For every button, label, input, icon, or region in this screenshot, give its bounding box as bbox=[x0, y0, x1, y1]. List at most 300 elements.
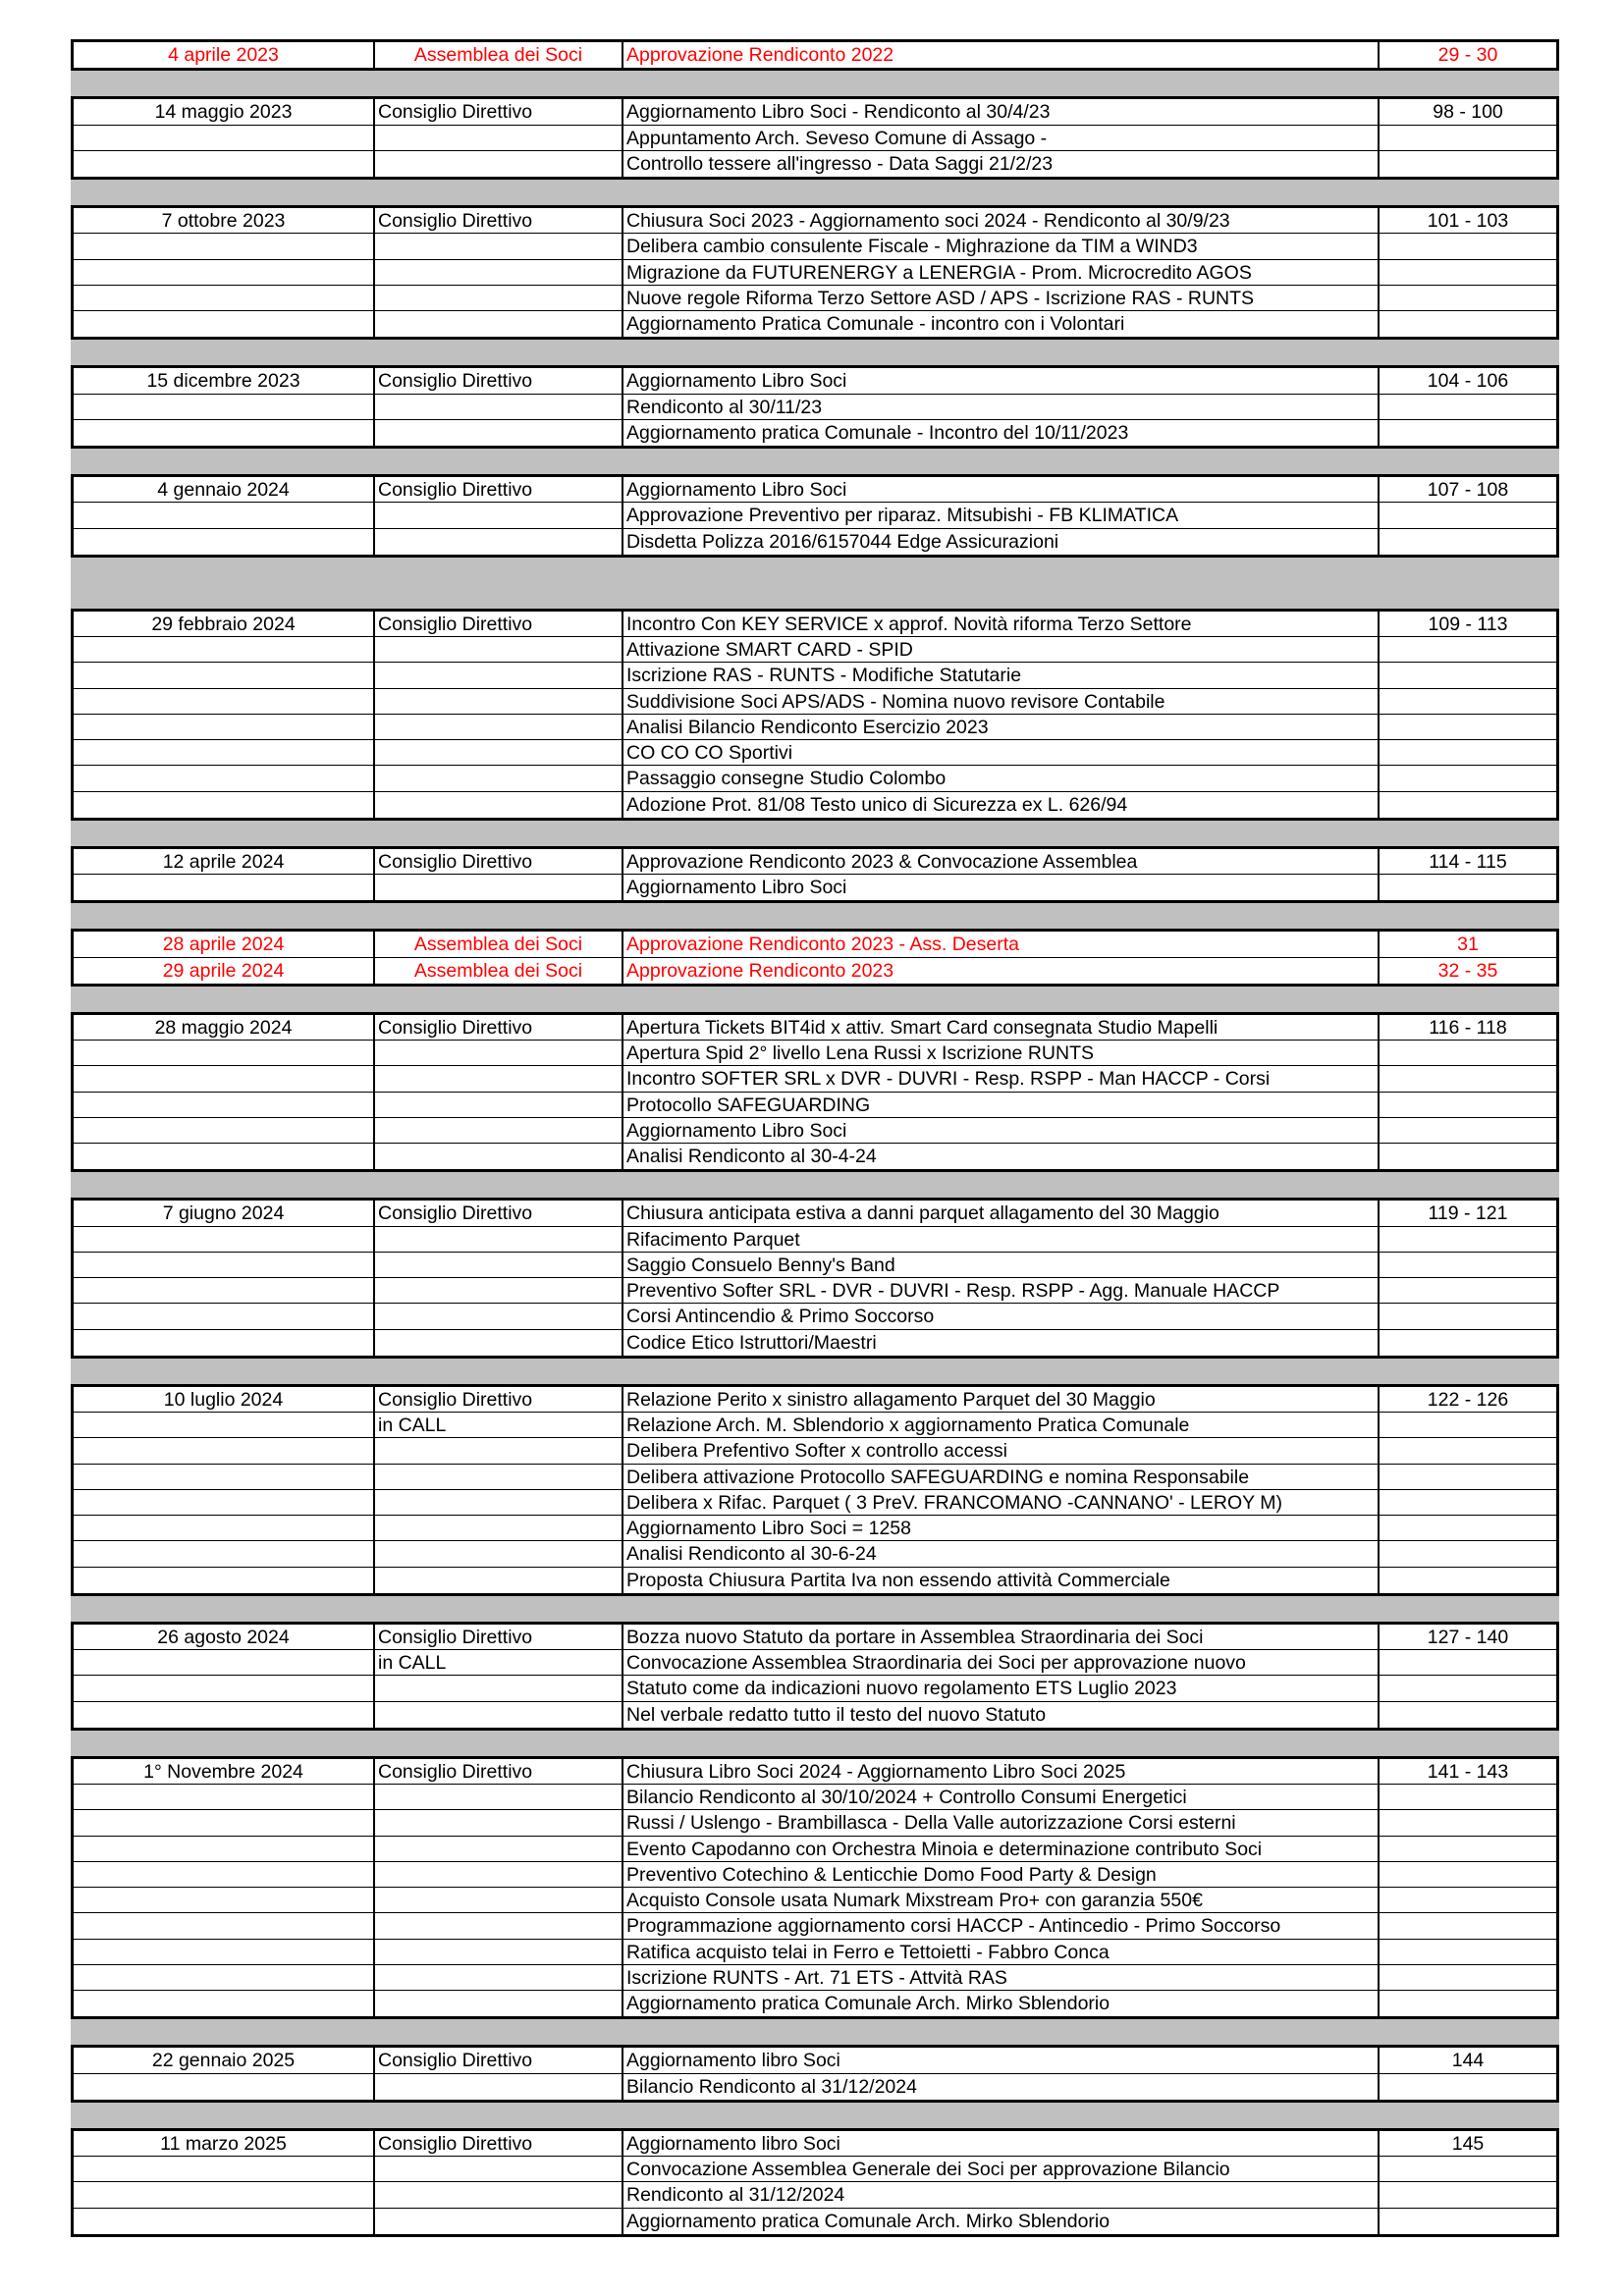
table-row bbox=[74, 1227, 1556, 1253]
date-cell bbox=[74, 715, 375, 739]
topic-cell: Apertura Tickets BIT4id x attiv. Smart Card consegnata Studio Mapelli bbox=[623, 1015, 1380, 1040]
date-cell bbox=[74, 2074, 375, 2100]
topic-cell: Aggiornamento pratica Comunale Arch. Mirko Sblendorio bbox=[623, 2209, 1380, 2234]
meeting-group bbox=[71, 929, 1559, 987]
body-cell: Consiglio Direttivo bbox=[375, 1625, 623, 1649]
date-cell: 1° Novembre 2024 bbox=[74, 1759, 375, 1784]
date-cell: 22 gennaio 2025 bbox=[74, 2048, 375, 2072]
date-cell: 28 aprile 2024 bbox=[74, 932, 375, 956]
topic-cell: Preventivo Cotechino & Lenticchie Domo Food Party & Design bbox=[623, 1862, 1380, 1887]
pages-cell bbox=[1380, 1568, 1556, 1593]
table-row bbox=[74, 1759, 1556, 1785]
pages-cell: 101 - 103 bbox=[1427, 210, 1509, 232]
date-cell bbox=[74, 1438, 375, 1463]
topic-cell: Rendiconto al 31/12/2024 bbox=[623, 2182, 1380, 2207]
pages-cell bbox=[1380, 126, 1556, 150]
pages-cell: 109 - 113 bbox=[1428, 613, 1508, 635]
topic-cell: Relazione Perito x sinistro allagamento Parquet del 30 Maggio bbox=[623, 1387, 1380, 1412]
date-cell bbox=[74, 1940, 375, 1964]
table-row bbox=[74, 2074, 1556, 2100]
date-cell bbox=[74, 1991, 375, 2016]
topic-cell: Bilancio Rendiconto al 31/12/2024 bbox=[623, 2074, 1380, 2100]
topic-cell: Passaggio consegne Studio Colombo bbox=[623, 766, 1380, 790]
meeting-group bbox=[71, 1622, 1559, 1731]
body-cell bbox=[375, 1837, 623, 1861]
date-cell: 14 maggio 2023 bbox=[74, 99, 375, 124]
body-cell: Assemblea dei Soci bbox=[375, 42, 623, 68]
body-cell bbox=[375, 1862, 623, 1887]
body-cell bbox=[375, 2074, 623, 2100]
pages-cell bbox=[1380, 311, 1556, 337]
date-cell: 29 febbraio 2024 bbox=[74, 612, 375, 636]
body-cell bbox=[375, 2157, 623, 2181]
date-cell bbox=[74, 286, 375, 310]
topic-cell: Aggiornamento Libro Soci bbox=[623, 1118, 1380, 1143]
body-cell bbox=[375, 1940, 623, 1964]
body-cell bbox=[375, 875, 623, 900]
topic-cell: Approvazione Rendiconto 2023 bbox=[623, 958, 1380, 984]
group-separator bbox=[71, 2103, 1559, 2128]
pages-cell bbox=[1380, 1940, 1556, 1964]
date-cell bbox=[74, 1650, 375, 1675]
pages-cell bbox=[1380, 1862, 1556, 1887]
topic-cell: Convocazione Assemblea Generale dei Soci per approvazione Bilancio bbox=[623, 2157, 1380, 2181]
date-cell bbox=[74, 1253, 375, 1277]
date-cell bbox=[74, 395, 375, 419]
date-cell bbox=[74, 766, 375, 790]
pages-cell bbox=[1380, 1118, 1556, 1143]
topic-cell: Delibera cambio consulente Fiscale - Mighrazione da TIM a WIND3 bbox=[623, 234, 1380, 258]
pages-cell bbox=[1380, 1278, 1556, 1303]
table-row bbox=[74, 1676, 1556, 1701]
table-row bbox=[74, 766, 1556, 791]
date-cell bbox=[74, 1465, 375, 1489]
topic-cell: Ratifica acquisto telai in Ferro e Tettoietti - Fabbro Conca bbox=[623, 1940, 1380, 1964]
pages-cell bbox=[1380, 151, 1556, 177]
pages-cell bbox=[1380, 1702, 1556, 1728]
body-cell bbox=[375, 1676, 623, 1700]
date-cell bbox=[74, 1278, 375, 1303]
table-row bbox=[74, 689, 1556, 715]
body-cell bbox=[375, 2209, 623, 2234]
date-cell bbox=[74, 1413, 375, 1437]
body-cell bbox=[375, 1304, 623, 1328]
table-row bbox=[74, 1278, 1556, 1304]
table-row bbox=[74, 1490, 1556, 1516]
pages-cell bbox=[1380, 1888, 1556, 1912]
table-row bbox=[74, 875, 1556, 900]
topic-cell: Suddivisione Soci APS/ADS - Nomina nuovo revisore Contabile bbox=[623, 689, 1380, 714]
body-cell bbox=[375, 663, 623, 687]
table-row bbox=[74, 1413, 1556, 1438]
body-cell bbox=[375, 1516, 623, 1540]
pages-cell: 127 - 140 bbox=[1427, 1626, 1509, 1648]
table-row bbox=[74, 1888, 1556, 1913]
body-cell: Consiglio Direttivo bbox=[375, 612, 623, 636]
topic-cell: Statuto come da indicazioni nuovo regolamento ETS Luglio 2023 bbox=[623, 1676, 1380, 1700]
meeting-group bbox=[71, 1012, 1559, 1173]
table-row bbox=[74, 208, 1556, 234]
pages-cell bbox=[1380, 1253, 1556, 1277]
table-row bbox=[74, 1940, 1556, 1965]
date-cell bbox=[74, 1965, 375, 1990]
date-cell: 10 luglio 2024 bbox=[74, 1387, 375, 1412]
date-cell bbox=[74, 637, 375, 662]
topic-cell: Delibera x Rifac. Parquet ( 3 PreV. FRANCOMANO -CANNANO' - LEROY M) bbox=[623, 1490, 1380, 1515]
body-cell: Consiglio Direttivo bbox=[375, 1201, 623, 1225]
table-row bbox=[74, 395, 1556, 420]
topic-cell: Corsi Antincendio & Primo Soccorso bbox=[623, 1304, 1380, 1328]
table-row bbox=[74, 1144, 1556, 1169]
body-cell: Assemblea dei Soci bbox=[375, 932, 623, 956]
topic-cell: Relazione Arch. M. Sblendorio x aggiornamento Pratica Comunale bbox=[623, 1413, 1380, 1437]
group-separator bbox=[71, 340, 1559, 365]
body-cell bbox=[375, 395, 623, 419]
body-cell: Consiglio Direttivo bbox=[375, 208, 623, 233]
topic-cell: Preventivo Softer SRL - DVR - DUVRI - Resp. RSPP - Agg. Manuale HACCP bbox=[623, 1278, 1380, 1303]
pages-cell bbox=[1380, 766, 1556, 790]
table-row bbox=[74, 1253, 1556, 1278]
pages-cell bbox=[1380, 1041, 1556, 1065]
body-cell bbox=[375, 234, 623, 258]
topic-cell: Saggio Consuelo Benny's Band bbox=[623, 1253, 1380, 1277]
body-cell bbox=[375, 311, 623, 337]
pages-cell bbox=[1380, 420, 1556, 446]
topic-cell: Analisi Rendiconto al 30-4-24 bbox=[623, 1144, 1380, 1169]
topic-cell: Analisi Rendiconto al 30-6-24 bbox=[623, 1541, 1380, 1566]
date-cell: 29 aprile 2024 bbox=[74, 958, 375, 984]
body-cell: in CALL bbox=[375, 1413, 623, 1437]
topic-cell: Controllo tessere all'ingresso - Data Saggi 21/2/23 bbox=[623, 151, 1380, 177]
body-cell: Consiglio Direttivo bbox=[375, 1387, 623, 1412]
pages-cell bbox=[1380, 1330, 1556, 1356]
table-row bbox=[74, 260, 1556, 286]
group-separator bbox=[71, 449, 1559, 474]
table-row bbox=[74, 1041, 1556, 1066]
group-separator bbox=[71, 903, 1559, 929]
table-row bbox=[74, 420, 1556, 446]
date-cell bbox=[74, 1093, 375, 1117]
date-cell bbox=[74, 663, 375, 687]
body-cell bbox=[375, 637, 623, 662]
pages-cell bbox=[1380, 663, 1556, 687]
topic-cell: Approvazione Rendiconto 2022 bbox=[623, 42, 1380, 68]
minutes-register-table bbox=[71, 39, 1559, 2237]
date-cell bbox=[74, 1862, 375, 1887]
body-cell bbox=[375, 286, 623, 310]
topic-cell: Apertura Spid 2° livello Lena Russi x Iscrizione RUNTS bbox=[623, 1041, 1380, 1065]
topic-cell: Iscrizione RUNTS - Art. 71 ETS - Attvità RAS bbox=[623, 1965, 1380, 1990]
table-row bbox=[74, 1516, 1556, 1541]
table-row bbox=[74, 286, 1556, 311]
pages-cell: 116 - 118 bbox=[1429, 1016, 1507, 1039]
topic-cell: Aggiornamento Libro Soci bbox=[623, 875, 1380, 900]
topic-cell: Iscrizione RAS - RUNTS - Modifiche Statutarie bbox=[623, 663, 1380, 687]
topic-cell: Acquisto Console usata Numark Mixstream Pro+ con garanzia 550€ bbox=[623, 1888, 1380, 1912]
date-cell bbox=[74, 1066, 375, 1091]
table-row bbox=[74, 1541, 1556, 1567]
pages-cell bbox=[1380, 1837, 1556, 1861]
pages-cell: 145 bbox=[1451, 2132, 1485, 2155]
table-row bbox=[74, 932, 1556, 957]
body-cell bbox=[375, 792, 623, 818]
body-cell bbox=[375, 1278, 623, 1303]
table-row bbox=[74, 637, 1556, 663]
body-cell bbox=[375, 503, 623, 527]
date-cell bbox=[74, 1785, 375, 1809]
date-cell bbox=[74, 2182, 375, 2207]
date-cell bbox=[74, 792, 375, 818]
table-row bbox=[74, 849, 1556, 875]
table-row bbox=[74, 368, 1556, 394]
meeting-group bbox=[71, 2128, 1559, 2237]
meeting-group bbox=[71, 609, 1559, 821]
pages-cell bbox=[1380, 1965, 1556, 1990]
table-row bbox=[74, 1862, 1556, 1888]
date-cell bbox=[74, 1568, 375, 1593]
body-cell: Consiglio Direttivo bbox=[375, 1759, 623, 1784]
table-row bbox=[74, 477, 1556, 503]
table-row bbox=[74, 1066, 1556, 1092]
pages-cell: 107 - 108 bbox=[1427, 479, 1509, 501]
date-cell bbox=[74, 1810, 375, 1835]
pages-cell bbox=[1380, 2182, 1556, 2207]
topic-cell: Aggiornamento libro Soci bbox=[623, 2048, 1380, 2072]
topic-cell: Aggiornamento Libro Soci = 1258 bbox=[623, 1516, 1380, 1540]
body-cell bbox=[375, 1066, 623, 1091]
topic-cell: Nuove regole Riforma Terzo Settore ASD / APS - Iscrizione RAS - RUNTS bbox=[623, 286, 1380, 310]
pages-cell bbox=[1380, 1227, 1556, 1252]
date-cell bbox=[74, 1676, 375, 1700]
date-cell bbox=[74, 1516, 375, 1540]
meeting-group bbox=[71, 1384, 1559, 1596]
pages-cell bbox=[1380, 1913, 1556, 1938]
date-cell bbox=[74, 260, 375, 285]
topic-cell: Delibera Prefentivo Softer x controllo accessi bbox=[623, 1438, 1380, 1463]
group-separator bbox=[71, 987, 1559, 1012]
pages-cell bbox=[1380, 1650, 1556, 1675]
table-row bbox=[74, 1387, 1556, 1413]
body-cell: Consiglio Direttivo bbox=[375, 2048, 623, 2072]
date-cell: 11 marzo 2025 bbox=[74, 2131, 375, 2156]
pages-cell bbox=[1380, 1490, 1556, 1515]
date-cell bbox=[74, 1837, 375, 1861]
group-separator bbox=[71, 1731, 1559, 1756]
body-cell bbox=[375, 1888, 623, 1912]
pages-cell: 141 - 143 bbox=[1427, 1760, 1509, 1783]
table-row bbox=[74, 792, 1556, 818]
table-row bbox=[74, 2048, 1556, 2073]
table-row bbox=[74, 1702, 1556, 1728]
table-row bbox=[74, 1438, 1556, 1464]
topic-cell: Appuntamento Arch. Seveso Comune di Assago - bbox=[623, 126, 1380, 150]
topic-cell: Approvazione Preventivo per riparaz. Mitsubishi - FB KLIMATICA bbox=[623, 503, 1380, 527]
body-cell bbox=[375, 420, 623, 446]
meeting-group bbox=[71, 474, 1559, 558]
group-separator bbox=[71, 821, 1559, 846]
topic-cell: Incontro SOFTER SRL x DVR - DUVRI - Resp. RSPP - Man HACCP - Corsi bbox=[623, 1066, 1380, 1091]
table-row bbox=[74, 2131, 1556, 2157]
body-cell bbox=[375, 2182, 623, 2207]
date-cell: 4 gennaio 2024 bbox=[74, 477, 375, 502]
pages-cell bbox=[1380, 529, 1556, 555]
table-row bbox=[74, 612, 1556, 637]
pages-cell: 29 - 30 bbox=[1437, 44, 1498, 66]
pages-cell bbox=[1380, 1066, 1556, 1091]
body-cell bbox=[375, 766, 623, 790]
group-separator bbox=[71, 1172, 1559, 1198]
table-row bbox=[74, 1837, 1556, 1862]
body-cell bbox=[375, 260, 623, 285]
date-cell bbox=[74, 1144, 375, 1169]
date-cell bbox=[74, 689, 375, 714]
date-cell bbox=[74, 529, 375, 555]
date-cell bbox=[74, 875, 375, 900]
body-cell bbox=[375, 1438, 623, 1463]
body-cell bbox=[375, 715, 623, 739]
meeting-group bbox=[71, 2045, 1559, 2103]
date-cell bbox=[74, 1041, 375, 1065]
topic-cell: Aggiornamento pratica Comunale Arch. Mirko Sblendorio bbox=[623, 1991, 1380, 2016]
pages-cell bbox=[1380, 1785, 1556, 1809]
table-row bbox=[74, 1785, 1556, 1810]
table-row bbox=[74, 503, 1556, 528]
table-row bbox=[74, 42, 1556, 68]
date-cell bbox=[74, 151, 375, 177]
meeting-group bbox=[71, 365, 1559, 449]
body-cell: Consiglio Direttivo bbox=[375, 849, 623, 874]
body-cell bbox=[375, 740, 623, 765]
table-row bbox=[74, 1118, 1556, 1144]
pages-cell bbox=[1380, 395, 1556, 419]
topic-cell: Attivazione SMART CARD - SPID bbox=[623, 637, 1380, 662]
pages-cell: 32 - 35 bbox=[1437, 959, 1498, 982]
table-row bbox=[74, 151, 1556, 177]
date-cell bbox=[74, 1118, 375, 1143]
date-cell bbox=[74, 126, 375, 150]
table-row bbox=[74, 1304, 1556, 1329]
table-row bbox=[74, 311, 1556, 337]
pages-cell: 31 bbox=[1457, 934, 1479, 956]
topic-cell: Disdetta Polizza 2016/6157044 Edge Assicurazioni bbox=[623, 529, 1380, 555]
topic-cell: Russi / Uslengo - Brambillasca - Della Valle autorizzazione Corsi esterni bbox=[623, 1810, 1380, 1835]
meeting-group bbox=[71, 39, 1559, 71]
date-cell: 15 dicembre 2023 bbox=[74, 368, 375, 393]
date-cell bbox=[74, 740, 375, 765]
table-row bbox=[74, 1093, 1556, 1118]
pages-cell bbox=[1380, 1810, 1556, 1835]
topic-cell: Evento Capodanno con Orchestra Minoia e determinazione contributo Soci bbox=[623, 1837, 1380, 1861]
body-cell bbox=[375, 1490, 623, 1515]
body-cell: Consiglio Direttivo bbox=[375, 477, 623, 502]
body-cell bbox=[375, 151, 623, 177]
topic-cell: Rendiconto al 30/11/23 bbox=[623, 395, 1380, 419]
body-cell bbox=[375, 1810, 623, 1835]
table-row bbox=[74, 958, 1556, 984]
date-cell bbox=[74, 1227, 375, 1252]
pages-cell bbox=[1380, 1541, 1556, 1566]
pages-cell bbox=[1380, 1413, 1556, 1437]
topic-cell: Delibera attivazione Protocollo SAFEGUARDING e nomina Responsabile bbox=[623, 1465, 1380, 1489]
date-cell: 7 ottobre 2023 bbox=[74, 208, 375, 233]
body-cell bbox=[375, 1144, 623, 1169]
topic-cell: Protocollo SAFEGUARDING bbox=[623, 1093, 1380, 1117]
pages-cell bbox=[1380, 715, 1556, 739]
date-cell bbox=[74, 1888, 375, 1912]
body-cell bbox=[375, 1965, 623, 1990]
table-row bbox=[74, 2157, 1556, 2182]
topic-cell: Adozione Prot. 81/08 Testo unico di Sicurezza ex L. 626/94 bbox=[623, 792, 1380, 818]
group-separator bbox=[71, 1596, 1559, 1622]
date-cell bbox=[74, 1490, 375, 1515]
body-cell: Assemblea dei Soci bbox=[375, 958, 623, 984]
table-row bbox=[74, 715, 1556, 740]
body-cell bbox=[375, 529, 623, 555]
table-row bbox=[74, 1810, 1556, 1836]
date-cell bbox=[74, 2157, 375, 2181]
pages-cell bbox=[1380, 1676, 1556, 1700]
topic-cell: Chiusura anticipata estiva a danni parquet allagamento del 30 Maggio bbox=[623, 1201, 1380, 1225]
pages-cell bbox=[1380, 637, 1556, 662]
date-cell bbox=[74, 2209, 375, 2234]
date-cell bbox=[74, 1702, 375, 1728]
table-row bbox=[74, 1465, 1556, 1490]
pages-cell: 144 bbox=[1451, 2050, 1485, 2072]
topic-cell: Aggiornamento Pratica Comunale - incontro con i Volontari bbox=[623, 311, 1380, 337]
topic-cell: Approvazione Rendiconto 2023 & Convocazione Assemblea bbox=[623, 849, 1380, 874]
body-cell bbox=[375, 1465, 623, 1489]
table-row bbox=[74, 99, 1556, 125]
date-cell bbox=[74, 311, 375, 337]
topic-cell: Aggiornamento Libro Soci bbox=[623, 368, 1380, 393]
body-cell bbox=[375, 1253, 623, 1277]
group-separator bbox=[71, 180, 1559, 205]
date-cell bbox=[74, 1330, 375, 1356]
group-separator bbox=[71, 1359, 1559, 1384]
meeting-group bbox=[71, 1198, 1559, 1359]
body-cell bbox=[375, 1991, 623, 2016]
date-cell: 12 aprile 2024 bbox=[74, 849, 375, 874]
topic-cell: Analisi Bilancio Rendiconto Esercizio 2023 bbox=[623, 715, 1380, 739]
topic-cell: Programmazione aggiornamento corsi HACCP - Antincedio - Primo Soccorso bbox=[623, 1913, 1380, 1938]
topic-cell: Aggiornamento pratica Comunale - Incontro del 10/11/2023 bbox=[623, 420, 1380, 446]
table-row bbox=[74, 234, 1556, 259]
date-cell bbox=[74, 1913, 375, 1938]
table-row bbox=[74, 1568, 1556, 1593]
topic-cell: Incontro Con KEY SERVICE x approf. Novità riforma Terzo Settore bbox=[623, 612, 1380, 636]
meeting-group bbox=[71, 96, 1559, 180]
pages-cell bbox=[1380, 286, 1556, 310]
pages-cell: 122 - 126 bbox=[1427, 1388, 1509, 1411]
table-row bbox=[74, 1330, 1556, 1356]
pages-cell bbox=[1380, 2074, 1556, 2100]
body-cell bbox=[375, 1093, 623, 1117]
topic-cell: Rifacimento Parquet bbox=[623, 1227, 1380, 1252]
pages-cell bbox=[1380, 1093, 1556, 1117]
body-cell bbox=[375, 689, 623, 714]
group-separator bbox=[71, 71, 1559, 96]
table-row bbox=[74, 1015, 1556, 1041]
table-row bbox=[74, 529, 1556, 555]
meeting-group bbox=[71, 205, 1559, 340]
meeting-group bbox=[71, 846, 1559, 904]
pages-cell bbox=[1380, 260, 1556, 285]
body-cell bbox=[375, 1702, 623, 1728]
topic-cell: Chiusura Libro Soci 2024 - Aggiornamento Libro Soci 2025 bbox=[623, 1759, 1380, 1784]
topic-cell: Convocazione Assemblea Straordinaria dei Soci per approvazione nuovo bbox=[623, 1650, 1380, 1675]
meeting-group bbox=[71, 1756, 1559, 2020]
group-separator bbox=[71, 2019, 1559, 2045]
